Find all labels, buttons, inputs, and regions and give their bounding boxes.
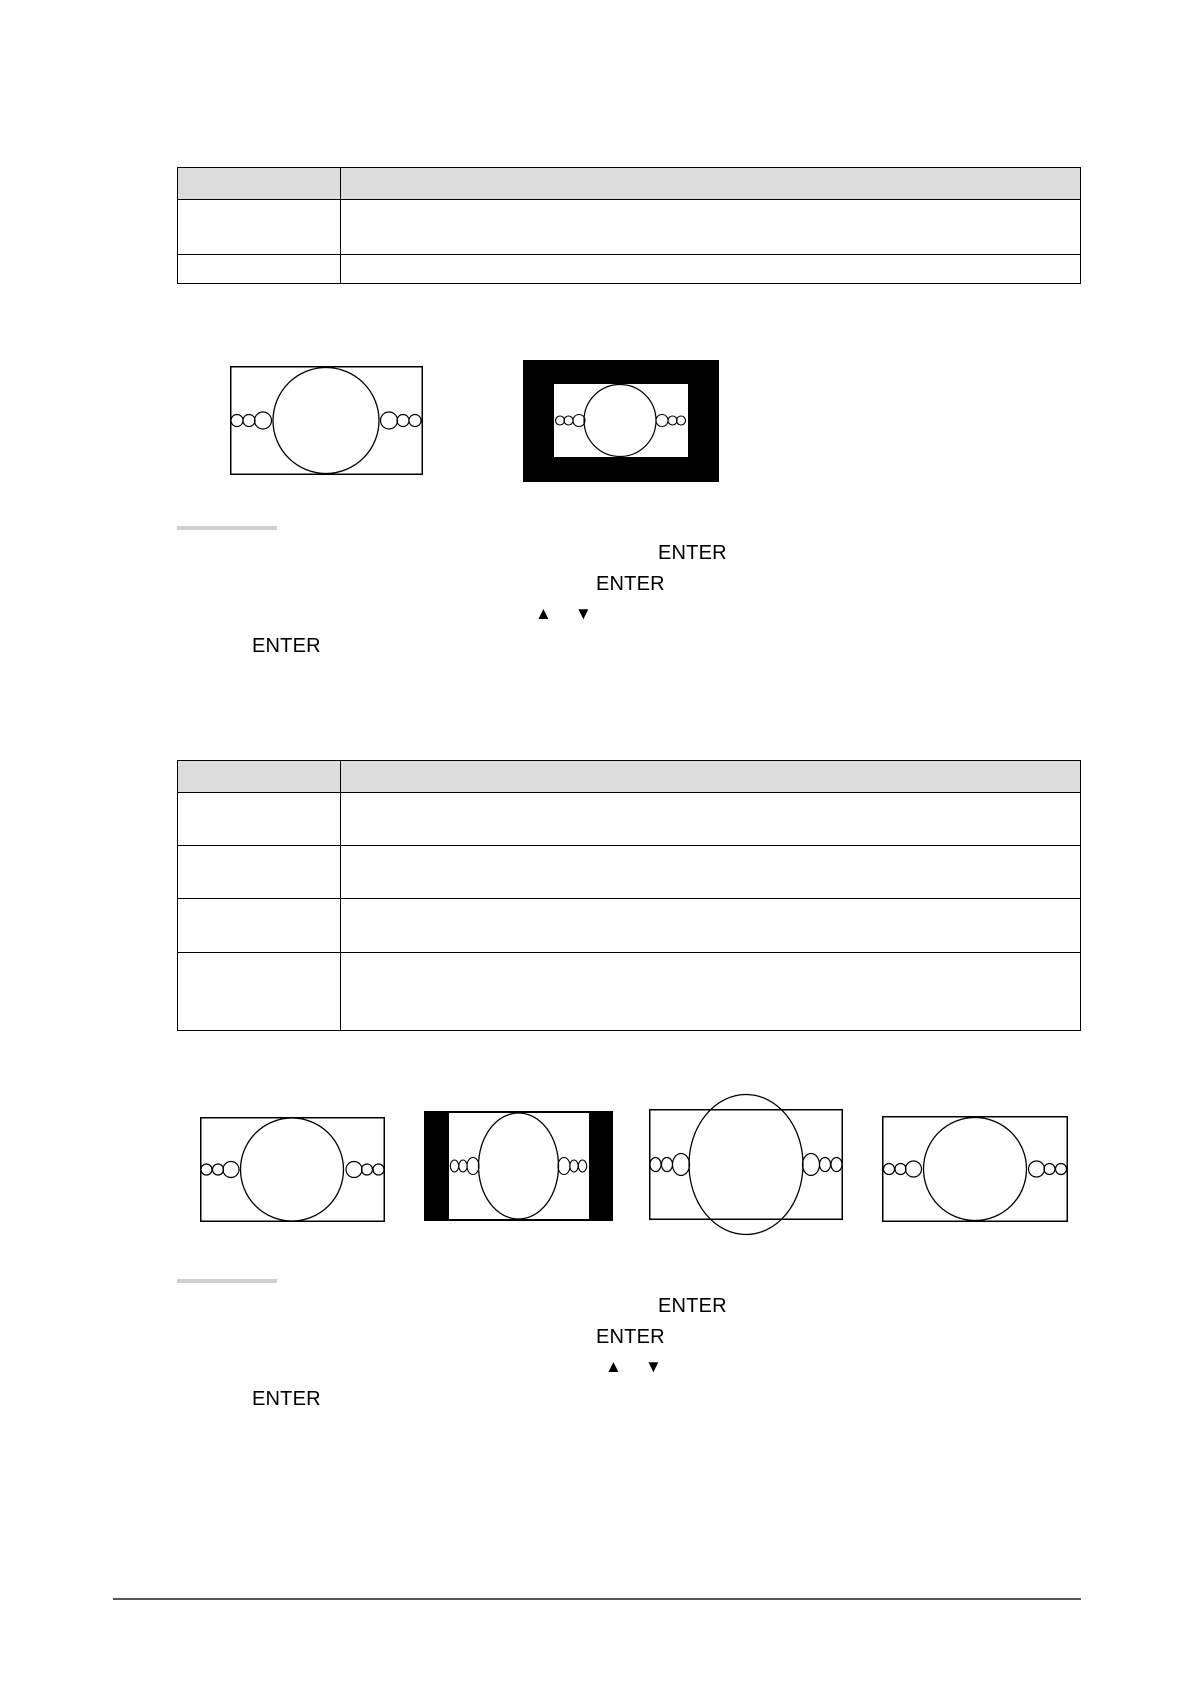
table-cell [341,953,1081,1031]
up-arrow-icon: ▲ [535,604,552,623]
down-arrow-icon: ▼ [645,1357,662,1376]
enter-button-label: ENTER [658,1295,727,1317]
up-arrow-icon: ▲ [605,1357,622,1376]
enter-button-label: ENTER [252,635,321,657]
enter-button-label: ENTER [596,573,665,595]
table-header-row [178,168,1081,200]
wide-screen-illustration [200,1117,385,1222]
table-header-cell [178,761,341,793]
enter-button-label: ENTER [252,1388,321,1410]
table-cell [341,899,1081,953]
table-header-cell [341,761,1081,793]
enter-button-label: ENTER [596,1326,665,1348]
table-row [178,899,1081,953]
table-cell [341,846,1081,899]
table-header-row [178,761,1081,793]
table-cell [341,793,1081,846]
table-cell [178,846,341,899]
table-cell [178,899,341,953]
table-cell [178,255,341,284]
table-cell [341,200,1081,255]
procedure-divider [177,526,277,530]
full-screen-illustration [230,366,423,475]
table-row [178,793,1081,846]
table-row [178,200,1081,255]
table-cell [178,953,341,1031]
procedure-divider [177,1279,277,1283]
dot-by-dot-illustration [882,1116,1068,1222]
screen-size-table [177,167,1081,284]
table-cell [178,793,341,846]
table-header-cell [341,168,1081,200]
full-stretch-illustration [649,1109,843,1220]
table-row [178,846,1081,899]
down-arrow-icon: ▼ [575,604,592,623]
table-row [178,255,1081,284]
footer-divider [113,1598,1081,1600]
aspect-ratio-illustration [424,1111,613,1221]
table-row [178,953,1081,1031]
enter-button-label: ENTER [658,542,727,564]
table-cell [178,200,341,255]
table-header-cell [178,168,341,200]
table-cell [341,255,1081,284]
normal-screen-illustration [523,360,719,482]
screen-mode-table [177,760,1081,1031]
